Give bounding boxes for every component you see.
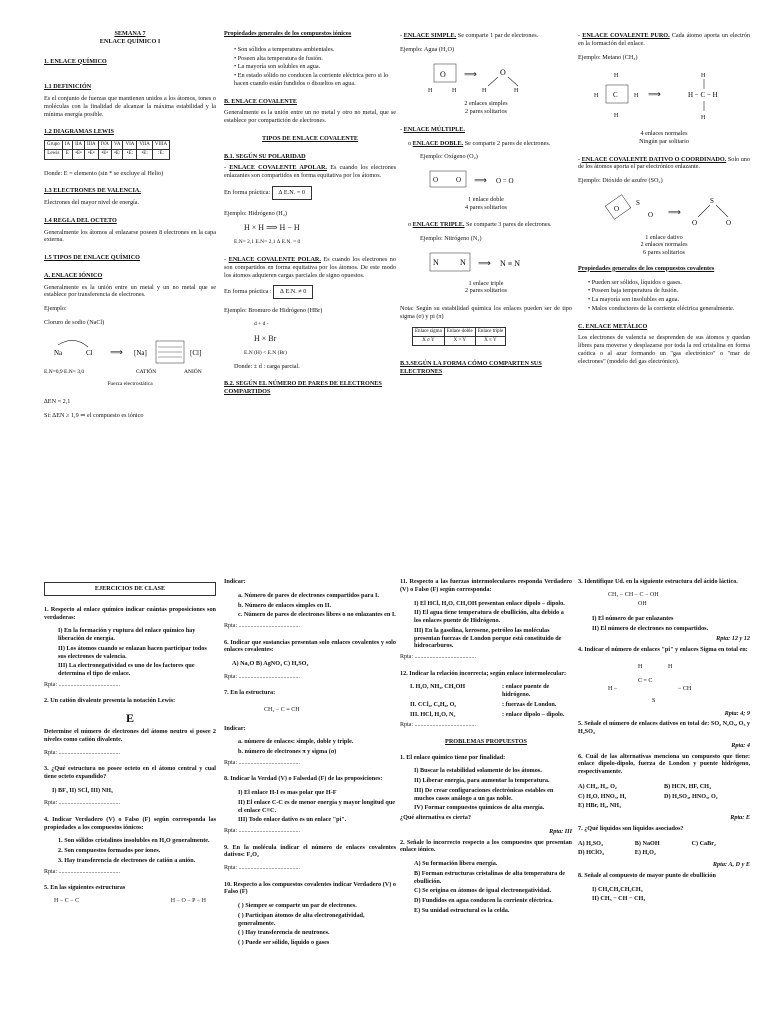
svg-text:O: O: [648, 210, 654, 219]
section-enlace-quimico: 1. ENLACE QUÍMICO: [44, 57, 107, 65]
lewis-symbol-cell: •E•: [73, 150, 85, 159]
page-title: ENLACE QUÍMICO I: [99, 37, 161, 45]
section-regla-octeto: 1.4 REGLA DEL OCTETO: [44, 216, 117, 224]
q11: 11. Respecto a las fuerzas intermoleculares responda Verdadero (V) o Falso (F) según corresponda:: [400, 578, 572, 593]
q8-item: I) El enlace H-I es mas polar que H-F: [238, 789, 337, 796]
lewis-group-cell: Grupo: [45, 141, 63, 150]
q12-force: : enlace puente de hidrógeno.: [502, 683, 550, 698]
q10-items: [224, 902, 396, 947]
q2-body: Determine el número de electrones del átomo neutro si posee 2 niveles como catión divalente.: [44, 728, 216, 743]
q11-items: [400, 600, 572, 651]
svg-text:− CH: − CH: [678, 685, 692, 692]
svg-text:H −: H −: [608, 685, 618, 692]
sigma-pi-note: Nota: Según su estabilidad química los enlaces pueden ser de tipo sigma (σ) y pi (π): [400, 305, 572, 320]
q4: 4. Indicar Verdadero (V) o Falso (F) según corresponda las propiedades a los compuestos iónicos:: [44, 815, 216, 831]
svg-text:O: O: [614, 204, 620, 213]
bottom-column-1: [44, 576, 216, 909]
svg-text:⟹: ⟹: [474, 175, 487, 185]
bond-notation-cell: X σ Y: [413, 336, 445, 345]
q7-structure: CH₂ − C ≡ CH: [264, 707, 300, 713]
lewis-symbol-cell: •E•: [85, 150, 99, 159]
lewis-group-cell: VA: [111, 141, 123, 150]
lewis-symbol-cell: Lewis: [45, 150, 63, 159]
p1-question: ¿Qué alternativa es cierta?: [400, 814, 471, 821]
q10-item: ( ) Siempre se comparte un par de electrones.: [238, 902, 357, 909]
ch4-note-2: Ningún par solitario: [639, 137, 689, 145]
q12-compounds: II. CCl₄, C₆H₆, O₂: [410, 700, 457, 708]
q5-answer: Rpta: .........................................: [224, 623, 300, 629]
covalent-props-list: [578, 279, 750, 313]
section-enlace-ionico: A. ENLACE IÓNICO: [44, 271, 103, 279]
ionic-text: Generalmente es la unión entre un metal y un no metal que se establece por transferencia de electrones.: [44, 283, 216, 299]
p6-answer: Rpta: E: [730, 814, 750, 821]
q8-answer: Rpta: .........................................: [224, 828, 300, 834]
svg-text:⟹: ⟹: [110, 346, 123, 357]
option-item: A) H₂SO₄: [578, 839, 603, 847]
q1-answer: Rpta: .........................................: [44, 681, 120, 688]
q4-item: 2. Son compuestos formados por iones.: [58, 847, 161, 854]
q12-rows: [400, 683, 572, 718]
pure-text: Cada átomo aporta un electrón en la formación del enlace.: [578, 32, 751, 47]
section-enlace-covalente: B. ENLACE COVALENTE: [224, 97, 297, 105]
svg-text:⟹: ⟹: [648, 89, 661, 100]
nacl-diagram: [44, 333, 216, 379]
valence-text: Electrones del mayor nivel de energía.: [44, 199, 140, 206]
ionic-prop-item: • Poseen alta temperatura de fusión.: [234, 54, 323, 62]
svg-text:⟹: ⟹: [668, 206, 681, 217]
o2-note-1: 1 enlace doble: [468, 195, 504, 203]
ionic-props-title: Propiedades generales de los compuestos iónicos: [224, 30, 352, 37]
q12-answer: Rpta: .........................................: [400, 722, 476, 729]
definition-text: Es el conjunto de fuerzas que mantienen unidos a los átomos, iones o moléculas con la finalidad de alcanzar la máxima estabilidad y la mínima energía posible.: [44, 95, 216, 118]
q12-compounds: I. H₂O, NH₃, CH₃OH: [410, 683, 466, 691]
q2-answer: Rpta: .........................................: [44, 749, 120, 756]
svg-text:H: H: [638, 663, 643, 670]
hbr-en: E.N (H) < E.N (Br): [244, 349, 287, 356]
p1-item: II) Liberar energía, para aumentar la temperatura.: [414, 777, 550, 784]
h2o-example: Ejemplo: Agua (H₂O): [400, 45, 455, 53]
covalent-prop-item: • Poseen baja temperatura de fusión.: [588, 287, 679, 295]
electrostatic-label: Fuerza electrostática: [107, 381, 153, 388]
h2-example: Ejemplo: Hidrógeno (H₂): [224, 209, 287, 217]
p2-items: [400, 860, 572, 915]
cl-symbol: Cl: [86, 348, 93, 357]
double-text: Se comparte 2 pares de electrones.: [464, 139, 551, 147]
en-values: E.N=0,9 E.N= 3,0: [44, 368, 85, 375]
bottom-column-2: [224, 576, 396, 949]
svg-text:[Na]: [Na]: [134, 348, 147, 357]
p2-item: E) Su unidad estructural es la celda.: [414, 906, 510, 914]
p1-items: [400, 767, 572, 812]
svg-text:N ≡ N: N ≡ N: [500, 258, 521, 268]
ionic-prop-item: • La mayoría son solubles en agua.: [234, 63, 321, 71]
lewis-symbol-cell: •E:: [111, 150, 123, 159]
option-item: A) CH₄, H₂, O₂: [578, 782, 617, 790]
q11-item: III) En la gasolina, kerosene, petróleo las moléculas presentan fuerzas de London porque está constituido de hidrocarburos.: [414, 626, 562, 650]
option-item: D) H₂SO₄, HNO₃, O₂: [664, 792, 718, 800]
p2: 2. Señale lo incorrecto respecto a los compuestos que presentan enlace iónico.: [400, 838, 572, 854]
svg-text:[Cl]: [Cl]: [190, 348, 202, 357]
q10-item: ( ) Hay transferencia de neutrones.: [238, 929, 330, 937]
hbr-example: Ejemplo: Bromuro de Hidrógeno (HBr): [224, 307, 323, 315]
section-tipos-enlace: 1.5 TIPOS DE ENLACE QUÍMICO: [44, 254, 140, 261]
svg-text:S: S: [652, 697, 656, 704]
practical-label-2: En forma práctica :: [224, 288, 272, 296]
section-electrones-valencia: 1.3 ELECTRONES DE VALENCIA.: [44, 187, 141, 195]
section-polaridad: B.1. SEGÚN SU POLARIDAD: [224, 152, 306, 160]
q6-answer: Rpta: .........................................: [224, 673, 300, 680]
svg-text:H: H: [594, 93, 599, 100]
covalent-props-title: Propiedades generales de los compuestos covalentes: [578, 264, 715, 272]
svg-text:C = C: C = C: [638, 677, 653, 684]
o2-note-2: 4 pares solitarios: [465, 203, 507, 211]
q3: 3. ¿Qué estructura no posee octeto en el átomo central y cual tiene octeto expandido?: [44, 765, 216, 780]
lewis-group-cell: VIIA: [137, 141, 153, 150]
covalent-prop-item: • Malos conductores de la corriente eléctrica generalmente.: [588, 304, 735, 312]
p3-item: II) El número de electrones no compartidos.: [592, 624, 709, 632]
q5-structure-a: H − C − C: [54, 897, 80, 904]
q1-item: I) En la formación y ruptura del enlace químico hay liberación de energía.: [58, 627, 196, 642]
option-item: E) H₂O₂: [634, 849, 656, 857]
bond-type-cell: Enlace triple: [475, 327, 505, 336]
h2o-diagram: [400, 60, 572, 98]
lewis-group-cell: IA: [62, 141, 72, 150]
svg-text:H: H: [614, 113, 619, 120]
q5-item: c. Número de pares de electrones libres o no enlazantes en I.: [238, 611, 396, 619]
delta-en-nonzero: ∆ E.N. ≠ 0: [273, 285, 313, 299]
q5-item: b. Número de enlaces simples en II.: [238, 601, 332, 609]
simple-text: Se comparte 1 par de electrones.: [457, 32, 539, 39]
svg-text:H − C − H: H − C − H: [688, 91, 718, 100]
lewis-symbol-cell: :E:: [152, 150, 169, 159]
svg-text:H: H: [701, 115, 706, 122]
multiple-title: ENLACE MÚLTIPLE.: [403, 125, 465, 133]
triple-text: Se comparte 3 pares de electrones.: [466, 221, 552, 229]
p4: 4. Indicar el número de enlaces "pi" y enlaces Sigma en total en:: [578, 646, 748, 653]
svg-text:H: H: [614, 73, 619, 80]
p4-answer: Rpta: 4; 9: [724, 709, 750, 717]
svg-text:N: N: [433, 257, 439, 267]
svg-text:O: O: [500, 67, 506, 77]
q12-force: : enlace dipolo – dipolo.: [502, 710, 565, 718]
ch4-example: Ejemplo: Metano (CH₄): [578, 53, 638, 61]
polar-text: Es cuando los electrones no son compartidos en forma equitativa por los átomos. De este modo los átomos adquieren cargas parciales de signo opuestos.: [224, 256, 396, 279]
bond-type-cell: Enlace sigma: [413, 327, 445, 336]
q12-row: [410, 701, 572, 709]
so2-example: Ejemplo: Dióxido de azufre (SO₂): [578, 177, 663, 184]
apolar-text: Es cuando los electrones enlazantes son compartidos en forma equitativa por los átomos.: [224, 164, 397, 179]
example-label: Ejemplo:: [44, 305, 67, 312]
q1-items: [44, 627, 216, 678]
n2-note-1: 1 enlace triple: [468, 279, 504, 287]
p5-answer: Rpta: 4: [731, 741, 750, 749]
p1-item: III) De crear configuraciones electrónicas estables en muchos casos análogo a un gas noble.: [414, 786, 554, 802]
p4-structure: [578, 660, 750, 704]
ionic-prop-item: • En estado sólido no conducen la corriente eléctrica pero si lo hacen cuando están fundidos o disueltos en agua.: [234, 72, 389, 87]
q12-row: [410, 711, 572, 719]
svg-text:H: H: [482, 87, 487, 94]
q4-item: 3. Hay transferencia de electrones de catión a anión.: [58, 856, 196, 864]
q2-lewis: E: [125, 711, 134, 725]
svg-text:O: O: [692, 218, 698, 227]
q12: 12. Indicar la relación incorrecta; según enlace intermolecular:: [400, 669, 566, 677]
ionic-prop-item: • Son sólidos a temperatura ambientales.: [234, 45, 335, 53]
polar-title: ENLACE COVALENTE POLAR.: [228, 256, 321, 264]
p6-options: [578, 782, 750, 811]
option-item: B) NaOH: [634, 839, 660, 847]
q9: 9. En la molécula indicar el número de enlaces covalentes dativos: F₂O₂: [224, 843, 396, 859]
apolar-title: ENLACE COVALENTE APOLAR.: [229, 164, 328, 172]
p1: 1. El enlace químico tiene por finalidad:: [400, 753, 506, 761]
p3-items: [578, 615, 750, 633]
ionic-props-list: [224, 46, 396, 88]
ch4-note-1: 4 enlaces normales: [640, 130, 688, 137]
lewis-group-cell: VIIIA: [152, 141, 169, 150]
p2-item: C) Se origina en átomos de igual electronegatividad.: [414, 887, 552, 895]
covalent-types-title: TIPOS DE ENLACE COVALENTE: [262, 134, 358, 142]
svg-text:S: S: [636, 198, 640, 207]
bottom-column-3: [400, 576, 572, 917]
q12-compounds: III. HCl, H₂O, N₂: [410, 710, 456, 718]
svg-text:H: H: [452, 87, 457, 94]
svg-text:H: H: [701, 73, 706, 80]
svg-text:⟹: ⟹: [478, 257, 491, 268]
q11-item: II) El agua tiene temperatura de ebullición, alta debido a los enlaces puente de Hidrógeno.: [414, 609, 564, 624]
svg-text:N: N: [460, 257, 466, 267]
partial-charges: d + d -: [254, 320, 269, 327]
p2-item: B) Forman estructuras cristalinas de alta temperatura de ebullición.: [414, 869, 566, 885]
option-item: C) H₂O, HNO₃, H₂: [578, 792, 627, 800]
h2o-note-1: 2 enlaces simples: [464, 100, 508, 108]
p1-item: IV) Formar compuestos químicos de alta energía.: [414, 804, 545, 812]
q7-item: a. número de enlaces: simple, doble y triple.: [238, 738, 354, 746]
top-column-3: - ENLACE SIMPLE. Se comparte 1 par de electrones. Ejemplo: Agua (H₂O) O H H ⟹ O H H 2 enlaces simples 2 pares solitarios - ENLACE MÚLTIPLE. o ENLACE DOBLE. Se comparte 2 pares de electrones. Ejemplo: Oxígeno (O₂) O O ⟹ O = O 1 enlace doble 4 pares solitarios o ENLACE TRIPLE. Se comparte 3 pares de electrones. Ejemplo: Nitrógeno (N₂) N N ⟹ N ≡ N 1 enlace triple 2 pares solitarios Nota: Según su estabilidad química los enlaces pueden ser de tipo sigma (σ) y pi (π) Enlace sigma Enlace doble Enlace triple X σ Y X = Y X ≡ Y B.3.SEGÚN LA FORMA CÓMO COMPARTEN SUS ELECTRONES: [400, 32, 572, 375]
section-definicion: 1.1 DEFINICIÓN: [44, 83, 92, 91]
q2: 2. Un catión divalente presenta la notación Lewis:: [44, 697, 176, 705]
option-item: D) HClO₄: [578, 849, 604, 857]
page-bottom: [0, 570, 768, 1024]
svg-text:H: H: [634, 93, 639, 100]
n2-diagram: [400, 249, 572, 277]
bond-notation-cell: X = Y: [444, 336, 475, 345]
svg-text:H: H: [668, 663, 673, 670]
q10: 10. Respecto a los compuestos covalentes indicar Verdadero (V) o Falso (F): [224, 880, 396, 896]
svg-text:S: S: [710, 196, 714, 205]
p3-item: I) El número de par enlazantes: [592, 614, 674, 622]
lewis-table: [44, 140, 170, 160]
q8: 8. Indicar la Verdad (V) o Falsedad (F) de las proposiciones:: [224, 775, 383, 783]
triple-title: ENLACE TRIPLE.: [412, 221, 465, 229]
q6: 6. Indicar que sustancias presentan solo enlaces covalentes y solo enlaces covalentes:: [224, 638, 396, 654]
p7: 7. ¿Qué líquidos son líquidos asociados?: [578, 824, 684, 832]
so2-note-2: 2 enlaces normales: [640, 241, 688, 249]
q12-row: [410, 683, 572, 699]
q6-options: A) Na₂O B) AgNO₃ C) H₂SO₄: [232, 660, 309, 667]
sigma-pi-table: [412, 327, 506, 347]
svg-text:C: C: [613, 91, 618, 100]
bottom-column-4: [578, 576, 750, 905]
covalent-prop-item: • La mayoría son insolubles en agua.: [588, 296, 680, 303]
section-diagramas-lewis: 1.2 DIAGRAMAS LEWIS: [44, 128, 114, 136]
p3-structure: CH₃ − CH − C − OH: [608, 591, 659, 598]
p8-item: II) CH₃ − CH − CH₃: [592, 895, 646, 903]
bond-notation-cell: X ≡ Y: [475, 336, 505, 345]
anion-label: ANIÓN: [184, 368, 202, 375]
q3-answer: Rpta: .........................................: [44, 800, 120, 807]
cation-label: CATIÓN: [136, 368, 157, 375]
svg-text:⟹: ⟹: [464, 68, 477, 79]
p3-oh: OH: [638, 601, 647, 608]
option-item: B) HCN, HF, CH₄: [664, 782, 711, 790]
section-enlace-metalico: C. ENLACE METÁLICO: [578, 322, 648, 330]
svg-text:O = O: O = O: [496, 177, 514, 185]
q5-items: [224, 592, 396, 619]
nacl-label: Cloruro de sodio (NaCl): [44, 318, 105, 326]
n2-note-2: 2 pares solitarios: [465, 287, 507, 295]
svg-text:O: O: [440, 69, 446, 79]
svg-text:O: O: [433, 176, 439, 184]
lewis-group-cell: IIIA: [85, 141, 99, 150]
p2-item: A) Su formación libera energía.: [414, 860, 498, 867]
p7-answer: Rpta: A, D y E: [712, 861, 750, 868]
option-item: E) HBr, H₂, NH₃: [578, 802, 621, 810]
partial-charge-note: Donde: ± d : carga parcial.: [234, 362, 300, 370]
q10-item: ( ) Puede ser sólido, líquido o gases: [238, 939, 330, 946]
q7-item: b. número de electrones π y sigma (σ): [238, 748, 337, 755]
q9-answer: Rpta: .........................................: [224, 865, 300, 871]
exercises-header: EJERCICIOS DE CLASE: [44, 582, 216, 596]
q1-item: II) Los átomos cuando se enlazan hacen participar todos sus electrones de valencia.: [58, 644, 207, 660]
svg-text:H: H: [514, 87, 519, 94]
q5-item: a. Número de pares de electrones compartidos para I.: [238, 591, 379, 599]
h2-en: E.N= 2,1 E.N= 2,1 ∆ E.N. = 0: [234, 239, 301, 246]
top-column-1: [44, 30, 216, 426]
q11-answer: Rpta: .........................................: [400, 654, 476, 660]
week-label: SEMANA 7: [114, 30, 146, 37]
p3-answer: Rpta: 12 y 12: [716, 635, 750, 643]
p6: 6. Cuál de las alternativas menciona un compuesto que tiene: enlace dipolo-dipolo, fuerza de London y puente hidrógeno, respectivamente.: [578, 752, 750, 775]
simple-title: ENLACE SIMPLE.: [403, 32, 457, 39]
q1-item: III) La electronegatividad es uno de los factores que determina el tipo de enlace.: [58, 662, 195, 677]
p1-answer: Rpta: III: [549, 827, 572, 835]
o2-diagram: [400, 167, 572, 193]
covalent-prop-item: • Pueden ser sólidos, líquidos o gases.: [588, 278, 682, 286]
pure-title: ENLACE COVALENTE PURO.: [582, 32, 670, 39]
q10-item: ( ) Participan átomos de alta electronegatividad, generalmente.: [238, 911, 365, 927]
dative-text: Solo uno de los átomos aporta el par electrónico enlazante.: [578, 155, 750, 171]
proposed-header: PROBLEMAS PROPUESTOS: [445, 737, 527, 745]
delta-en: ∆EN = 2,1: [44, 398, 71, 406]
q5-structure-b: H − O − P − H: [170, 897, 206, 904]
q8-items: [224, 789, 396, 824]
transfer-arrow: [58, 340, 88, 347]
p8-item: I) CH₃CH₂CH₂CH₃: [592, 885, 643, 893]
q7-items: [224, 738, 396, 756]
top-column-2: Propiedades generales de los compuestos iónicos • Son sólidos a temperatura ambientales. • Poseen alta temperatura de fusión. • La mayoría son solubles en agua. • En estado sólido no conducen la corriente eléctrica pero si lo hacen cuando están fundidos o disueltos en agua. B. ENLACE COVALENTE Generalmente es la unión entre un no metal y otro no metal, que se establece por compartición de electrones. TIPOS DE ENLACE COVALENTE B.1. SEGÚN SU POLARIDAD - ENLACE COVALENTE APOLAR. Es cuando los electrones enlazantes son compartidos en forma equitativa por los átomos. En forma práctica: ∆ E.N. = 0 Ejemplo: Hidrógeno (H₂) H × H ⟹ H − H E.N= 2,1 E.N= 2,1 ∆ E.N. = 0 - ENLACE COVALENTE POLAR. Es cuando los electrones no son compartidos en forma equitativa por los átomos. De este modo los átomos adquieren cargas parciales de signo opuestos. En forma práctica : ∆ E.N. ≠ 0 Ejemplo: Bromuro de Hidrógeno (HBr) d + d - H × Br E.N (H) < E.N (Br) Donde: ± d : carga parcial. B.2. SEGÚN EL NÚMERO DE PARES DE ELECTRONES COMPARTIDOS: [224, 30, 397, 396]
q7-indicar: Indicar:: [224, 724, 246, 732]
q1: 1. Respecto al enlace químico indicar cuántas proposiciones son verdaderas:: [44, 605, 216, 621]
double-title: ENLACE DOBLE.: [412, 139, 464, 147]
q4-items: [44, 837, 216, 864]
lewis-group-cell: VIA: [123, 141, 137, 150]
covalent-text: Generalmente es la unión entre un no metal y otro no metal, que se establece por compartición de electrones.: [224, 109, 396, 124]
h2o-note-2: 2 pares solitarios: [465, 108, 507, 115]
h2-structure: H × H ⟹ H − H: [244, 223, 300, 233]
o2-example: Ejemplo: Oxígeno (O₂): [420, 153, 478, 161]
p7-options: [578, 839, 750, 859]
lewis-symbol-cell: •E:: [137, 150, 153, 159]
q3-options: I) BF₃ II) SCl₄ III) NH₃: [52, 786, 113, 794]
metallic-text: Los electrones de valencia se desprenden de sus átomos y quedan libres para moverse y desplazarse por toda la red cristalina en forma caótica o al azar formando un "gas electrónico" o "mar de electrones" (modelo del gas electrónico).: [578, 334, 750, 365]
q5: 5. En las siguientes estructuras: [44, 884, 126, 891]
svg-text:O: O: [726, 218, 732, 227]
q5-indicar: Indicar:: [224, 578, 246, 585]
q8-item: III) Todo enlace dativo es un enlace "pi".: [238, 816, 347, 824]
q4-answer: Rpta: .........................................: [44, 868, 120, 875]
p8-items: [578, 886, 750, 904]
svg-text:O: O: [456, 176, 462, 184]
q12-force: : fuerzas de London.: [502, 700, 557, 708]
top-column-4: - ENLACE COVALENTE PURO. Cada átomo aporta un electrón en la formación del enlace. Ejemplo: Metano (CH₄) C H H H H ⟹ H − C − H H H 4 enlaces normales Ningún par solitario - ENLACE COVALENTE DATIVO O COORDINADO. Solo uno de los átomos aporta el par electrónico enlazante. Ejemplo: Dióxido de azufre (SO₂) O S O ⟹ S O O 1 enlace dativo 2 enlaces normales 6 pares solitarios Propiedades generales de los compuestos covalentes • Pueden ser sólidos, líquidos o gases. • Poseen baja temperatura de fusión. • La mayoría son insolubles en agua. • Malos conductores de la corriente eléctrica generalmente. C. ENLACE METÁLICO Los electrones de valencia se desprenden de sus átomos y quedan libres para moverse y desplazarse por toda la red cristalina en forma caótica o al azar formando un "gas electrónico" o "mar de electrones" (modelo del gas electrónico).: [578, 32, 751, 365]
lewis-symbol-cell: E: [62, 150, 72, 159]
ch4-diagram: [578, 67, 750, 127]
option-item: C) CaBr₂: [691, 839, 716, 847]
q7: 7. En la estructura:: [224, 689, 276, 697]
na-symbol: Na: [54, 348, 63, 357]
q8-item: II) El enlace C-C es de menor energía y mayor longitud que el enlace C≡C.: [238, 798, 396, 814]
lewis-group-cell: IVA: [98, 141, 111, 150]
so2-note-3: 6 pares solitarios: [643, 249, 685, 256]
svg-text:H: H: [428, 87, 433, 94]
bond-type-cell: Enlace doble: [444, 327, 475, 336]
q7-answer: Rpta: .........................................: [224, 759, 300, 766]
lewis-group-cell: IIA: [73, 141, 85, 150]
hbr-structure: H × Br: [254, 333, 277, 343]
delta-en-zero: ∆ E.N. = 0: [272, 186, 312, 200]
so2-note-1: 1 enlace dativo: [645, 233, 683, 241]
dative-title: ENLACE COVALENTE DATIVO O COORDINADO.: [581, 155, 727, 163]
p8: 8. Señale al compuesto de mayor punto de ebullición: [578, 871, 716, 879]
ionic-rule: Si: ∆EN ≥ 1,9 ⇒ el compuesto es iónico: [44, 411, 144, 419]
p1-item: I) Buscar la estabilidad solamente de los átomos.: [414, 767, 542, 775]
section-pares-compartidos: B.2. SEGÚN EL NÚMERO DE PARES DE ELECTRONES COMPARTIDOS: [224, 380, 382, 396]
octet-text: Generalmente los átomos al enlazarse poseen 8 electrones en la capa externa.: [44, 228, 216, 244]
practical-label: En forma práctica:: [224, 188, 271, 196]
n2-example: Ejemplo: Nitrógeno (N₂): [420, 235, 482, 242]
lewis-note: Donde: E = elemento (sin * se excluye al Helio): [44, 169, 164, 177]
lewis-symbol-cell: •E•: [98, 150, 111, 159]
section-forma-comparten: B.3.SEGÚN LA FORMA CÓMO COMPARTEN SUS ELECTRONES: [400, 360, 542, 375]
p5: 5. Señale el número de enlaces dativos en total de: SO₂ N₂O₅, O₃ y H₂SO₄: [578, 720, 750, 735]
so2-diagram: [578, 191, 750, 231]
q4-item: 1. Son sólidos cristalinos insolubles en H₂O generalmente.: [58, 837, 210, 845]
q11-item: I) El HCl, H₂O, CH₃OH presentan enlace dipolo – dipolo.: [414, 599, 565, 607]
lewis-symbol-cell: •E:: [123, 150, 137, 159]
p2-item: D) Fundidos en agua conducen la corriente eléctrica.: [414, 897, 553, 904]
p3: 3. Identifique Ud. en la siguiente estructura del ácido láctico.: [578, 578, 738, 585]
